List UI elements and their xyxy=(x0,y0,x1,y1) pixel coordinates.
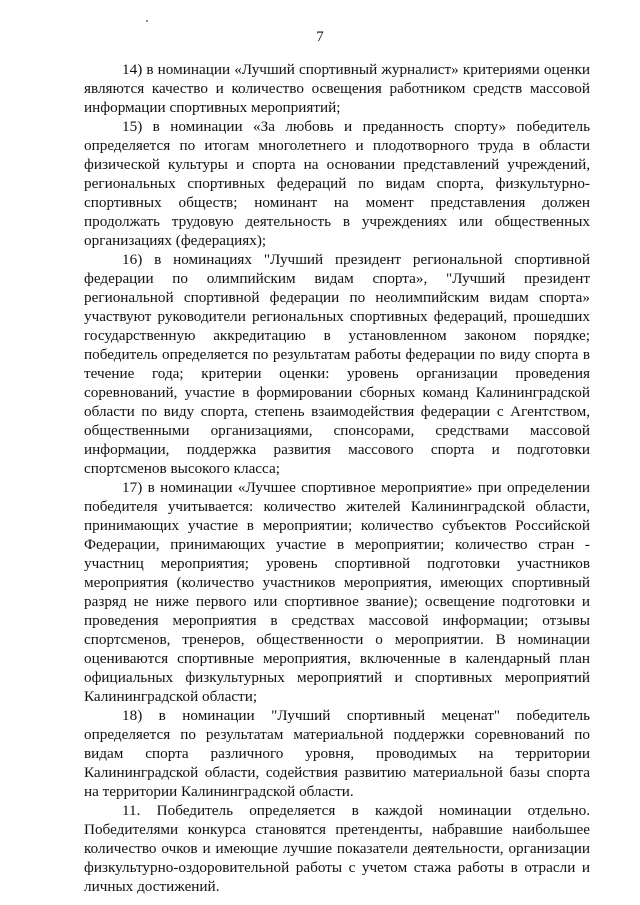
paragraph-item-18: 18) в номинации "Лучший спортивный меценат" победитель определяется по результатам материальной поддержки соревнований по видам спорта различного уровня, проводимых на территории Калининградской области, содействия развитию материальной базы спорта на территории Калининградской области. xyxy=(84,707,590,800)
paragraph-item-14: 14) в номинации «Лучший спортивный журналист» критериями оценки являются качество и количество освещения работником средств массовой информации спортивных мероприятий; xyxy=(84,61,590,116)
paragraph-section-11: 11. Победитель определяется в каждой номинации отдельно. Победителями конкурса становятся претенденты, набравшие наибольшее количество очков и имеющие лучшие показатели деятельности, организации физкультурно-оздоровительной работы с учетом стажа работы в отрасли и личных достижений. xyxy=(84,802,590,895)
scan-speck xyxy=(146,20,148,22)
document-body xyxy=(84,60,590,896)
paragraph-item-17: 17) в номинации «Лучшее спортивное мероприятие» при определении победителя учитывается: количество жителей Калининградской области, принимающих участие в мероприятии; количество субъектов Российской Федерации, принимающих участие в мероприятии; количество стран - участниц мероприятия; уровень спортивной подготовки участников мероприятия (количество участников мероприятия, имеющих спортивный разряд не ниже первого или спортивное звание); освещение подготовки и проведения мероприятия в средствах массовой информации; отзывы спортсменов, тренеров, общественности о мероприятии. В номинации оцениваются спортивные мероприятия, включенные в календарный план официальных физкультурных мероприятий и спортивных мероприятий Калининградской области; xyxy=(84,479,590,705)
page-number: 7 xyxy=(316,29,324,45)
paragraph-item-15: 15) в номинации «За любовь и преданность спорту» победитель определяется по итогам многолетнего и плодотворного труда в области физической культуры и спорта на основании представлений учреждений, региональных спортивных федераций по видам спорта, физкультурно-спортивных обществ; номинант на момент представления должен продолжать трудовую деятельность в учреждениях или общественных организациях (федерациях); xyxy=(84,118,590,249)
paragraph-item-16: 16) в номинациях "Лучший президент региональной спортивной федерации по олимпийским видам спорта», "Лучший президент региональной спортивной федерации по неолимпийским видам спорта» участвуют руководители региональных спортивных федераций, прошедших государственную аккредитацию в установленном законом порядке; победитель определяется по результатам работы федерации по виду спорта в течение года; критерии оценки: уровень организации проведения соревнований, участие в формировании сборных команд Калининградской области по виду спорта, степень взаимодействия федерации с Агентством, общественными организациями, спонсорами, средствами массовой информации, поддержка развития массового спорта и подготовки спортсменов высокого класса; xyxy=(84,251,590,477)
